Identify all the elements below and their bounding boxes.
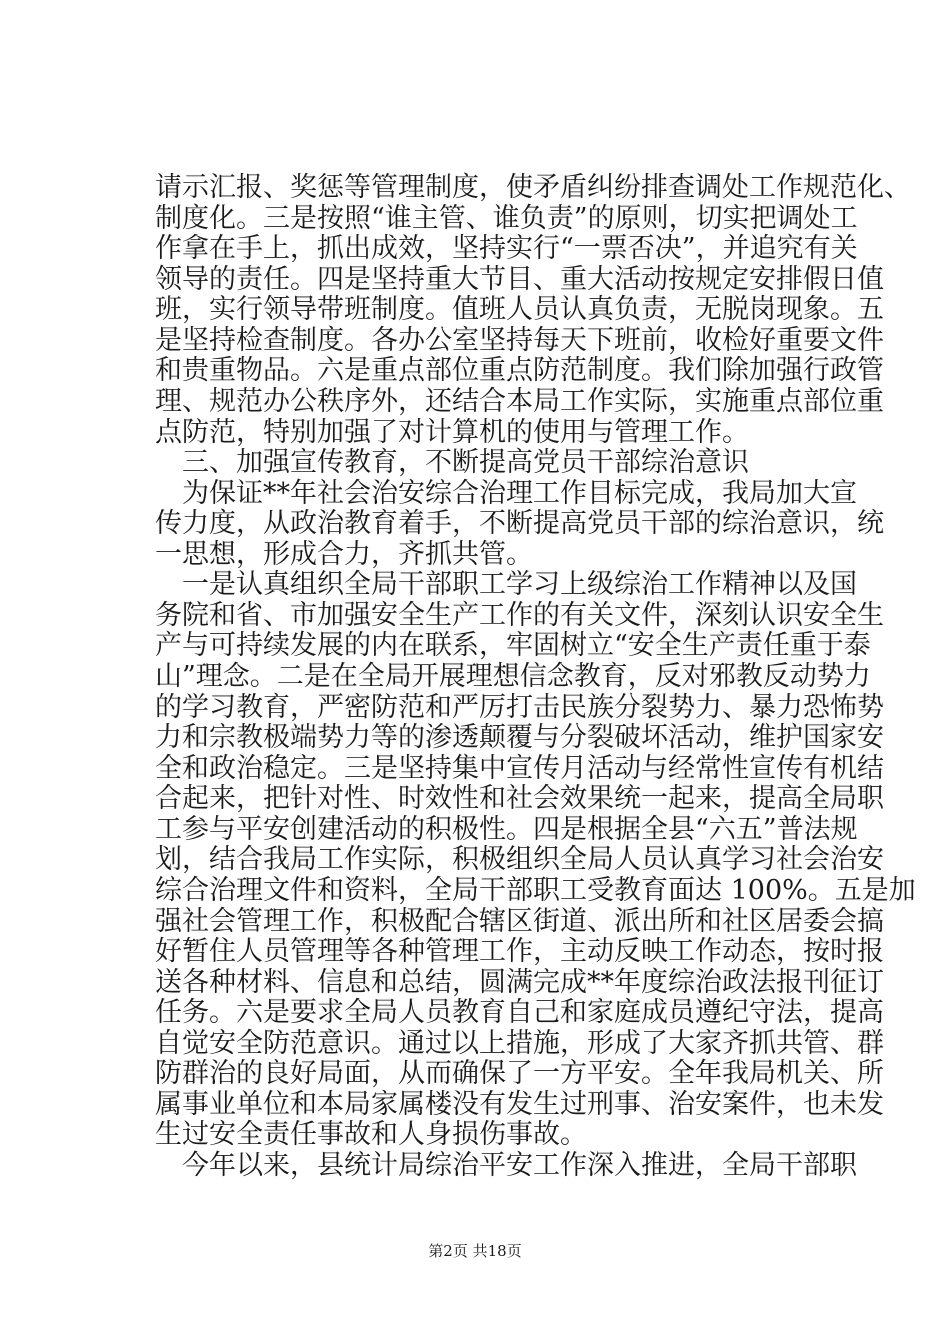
body-line: 强社会管理工作，积极配合辖区街道、派出所和社区居委会搞 xyxy=(155,906,884,937)
body-line: 好暂住人员管理等各种管理工作，主动反映工作动态，按时报 xyxy=(155,936,884,967)
body-line: 制度化。三是按照“谁主管、谁负责”的原则，切实把调处工 xyxy=(155,203,858,234)
body-line: 产与可持续发展的内在联系，牢固树立“安全生产责任重于泰 xyxy=(155,630,871,661)
body-line: 工参与平安创建活动的积极性。四是根据全县“六五”普法规 xyxy=(155,814,858,845)
body-line: 一是认真组织全局干部职工学习上级综治工作精神以及国 xyxy=(182,569,857,600)
body-line: 生过安全责任事故和人身损伤事故。 xyxy=(155,1119,587,1150)
body-line: 点防范，特别加强了对计算机的使用与管理工作。 xyxy=(155,417,749,448)
section-heading: 三、加强宣传教育，不断提高党员干部综治意识 xyxy=(182,447,749,478)
body-line: 全和政治稳定。三是坚持集中宣传月活动与经常性宣传有机结 xyxy=(155,753,884,784)
body-line: 合起来，把针对性、时效性和社会效果统一起来，提高全局职 xyxy=(155,783,884,814)
body-line: 作拿在手上，抓出成效，坚持实行“一票否决”，并追究有关 xyxy=(155,233,858,264)
body-line: 任务。六是要求全局人员教育自己和家庭成员遵纪守法，提高 xyxy=(155,997,884,1028)
body-line: 务院和省、市加强安全生产工作的有关文件，深刻认识安全生 xyxy=(155,600,884,631)
body-line: 领导的责任。四是坚持重大节目、重大活动按规定安排假日值 xyxy=(155,264,884,295)
body-line: 班，实行领导带班制度。值班人员认真负责，无脱岗现象。五 xyxy=(155,294,884,325)
body-line: 是坚持检查制度。各办公室坚持每天下班前，收检好重要文件 xyxy=(155,325,884,356)
body-line: 划，结合我局工作实际，积极组织全局人员认真学习社会治安 xyxy=(155,844,884,875)
body-line: 和贵重物品。六是重点部位重点防范制度。我们除加强行政管 xyxy=(155,355,884,386)
body-line: 为保证**年社会治安综合治理工作目标完成，我局加大宣 xyxy=(182,478,857,509)
body-line: 的学习教育，严密防范和严厉打击民族分裂势力、暴力恐怖势 xyxy=(155,692,884,723)
body-line: 力和宗教极端势力等的渗透颠覆与分裂破坏活动，维护国家安 xyxy=(155,722,884,753)
body-line: 传力度，从政治教育着手，不断提高党员干部的综治意识，统 xyxy=(155,508,884,539)
body-line: 属事业单位和本局家属楼没有发生过刑事、治安案件，也未发 xyxy=(155,1089,884,1120)
page-footer: 第2页 共18页 xyxy=(428,1242,522,1260)
body-line: 防群治的良好局面，从而确保了一方平安。全年我局机关、所 xyxy=(155,1058,884,1089)
body-line: 综合治理文件和资料，全局干部职工受教育面达 100%。五是加 xyxy=(155,875,916,906)
body-line: 山”理念。二是在全局开展理想信念教育，反对邪教反动势力 xyxy=(155,661,871,692)
body-line: 送各种材料、信息和总结，圆满完成**年度综治政法报刊征订 xyxy=(155,967,884,998)
body-line: 今年以来，县统计局综治平安工作深入推进，全局干部职 xyxy=(182,1150,857,1181)
body-line: 请示汇报、奖惩等管理制度，使矛盾纠纷排查调处工作规范化、 xyxy=(155,172,911,203)
body-line: 理、规范办公秩序外，还结合本局工作实际，实施重点部位重 xyxy=(155,386,884,417)
body-line: 自觉安全防范意识。通过以上措施，形成了大家齐抓共管、群 xyxy=(155,1028,884,1059)
body-line: 一思想，形成合力，齐抓共管。 xyxy=(155,539,533,570)
